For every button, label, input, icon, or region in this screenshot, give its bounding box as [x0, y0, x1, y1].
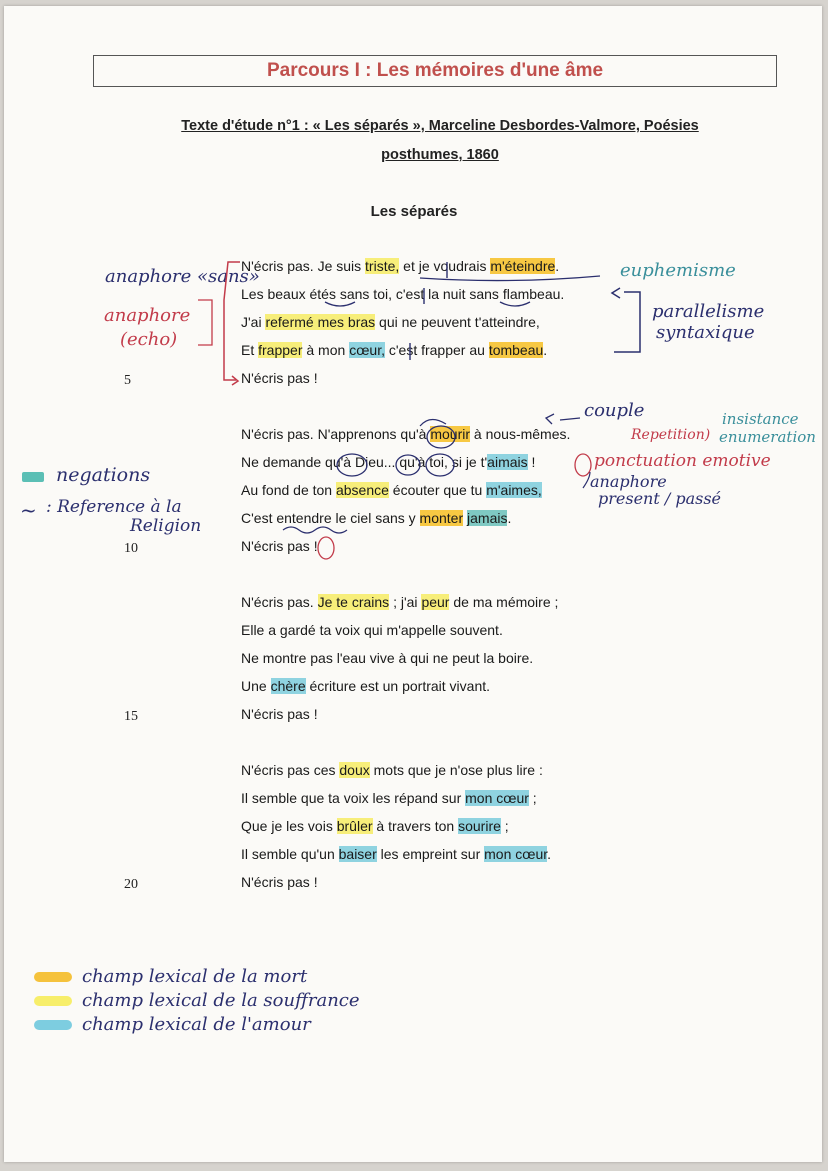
annotation-parallelisme-1: parallelisme [652, 301, 765, 322]
poem-line: J'ai refermé mes bras qui ne peuvent t'atteindre, [241, 314, 540, 330]
poem-line: N'écris pas ! [241, 874, 318, 890]
line-number: 20 [124, 877, 138, 892]
subtitle-line-2: posthumes, 1860 [381, 147, 499, 163]
poem-line: N'écris pas ! [241, 370, 318, 386]
poem-line: Et frapper à mon cœur, c'est frapper au tombeau. [241, 342, 548, 358]
document-page [4, 6, 822, 1162]
legend-label: champ lexical de la mort [82, 966, 308, 987]
poem-line: Ne demande qu'à Dieu... qu'à toi, si je t'aimais ! [241, 454, 536, 470]
poem-line: Il semble qu'un baiser les empreint sur mon cœur. [241, 846, 552, 862]
annotation-parallelisme-2: syntaxique [656, 322, 755, 343]
legend-label: champ lexical de l'amour [82, 1014, 311, 1035]
legend-swatch [34, 996, 72, 1006]
line-number: 5 [124, 373, 131, 388]
tilde-marker: ~ [20, 498, 37, 522]
poem-line: N'écris pas. N'apprenons qu'à mourir à nous-mêmes. [241, 426, 571, 442]
annotation-couple: couple [584, 400, 645, 421]
annotation-negations: negations [56, 464, 151, 486]
negation-marker-swatch [22, 472, 44, 482]
poem-line: Ne montre pas l'eau vive à qui ne peut la boire. [241, 650, 534, 666]
annotation-anaphore-echo-1: anaphore [104, 305, 191, 326]
annotation-anaphore-echo-2: (echo) [120, 329, 178, 350]
annotation-reference-2: Religion [130, 516, 202, 536]
legend-swatch [34, 1020, 72, 1030]
line-number: 15 [124, 709, 138, 724]
poem-line: Elle a gardé ta voix qui m'appelle souvent. [241, 622, 503, 638]
line-number: 10 [124, 541, 138, 556]
poem-line: Une chère écriture est un portrait vivant. [241, 678, 491, 694]
poem-line: Les beaux étés sans toi, c'est la nuit sans flambeau. [241, 286, 565, 302]
poem-line: N'écris pas. Je suis triste, et je voudrais m'éteindre. [241, 258, 560, 274]
poem-line: C'est entendre le ciel sans y monter jamais. [241, 510, 512, 526]
legend-label: champ lexical de la souffrance [82, 990, 360, 1011]
poem-title: Les séparés [370, 203, 458, 220]
annotation-anaphore-2: anaphore [590, 472, 667, 491]
poem-line: N'écris pas ! [241, 706, 318, 722]
poem-line: Il semble que ta voix les répand sur mon cœur ; [241, 790, 537, 806]
subtitle-line-1: Texte d'étude n°1 : « Les séparés », Marceline Desbordes-Valmore, Poésies [181, 118, 699, 134]
annotation-euphemisme: euphemisme [620, 260, 736, 281]
poem-line: N'écris pas. Je te crains ; j'ai peur de ma mémoire ; [241, 594, 559, 610]
annotation-anaphore-sans: anaphore «sans» [105, 266, 260, 287]
page-title: Parcours I : Les mémoires d'une âme [266, 60, 604, 81]
poem-line: N'écris pas ! [241, 538, 318, 554]
poem-line: N'écris pas ces doux mots que je n'ose plus lire : [241, 762, 543, 778]
annotation-enumeration: enumeration [719, 428, 816, 446]
poem-line: Au fond de ton absence écouter que tu m'aimes, [241, 482, 542, 498]
poem-line: Que je les vois brûler à travers ton sourire ; [241, 818, 509, 834]
annotation-insistance: insistance [722, 410, 799, 428]
annotation-ponctuation-emotive: ponctuation emotive [594, 451, 771, 471]
legend-swatch [34, 972, 72, 982]
title-box [93, 55, 777, 87]
annotation-reference-1: : Reference à la [46, 497, 182, 517]
annotation-present-passe: present / passé [598, 489, 722, 508]
annotation-repetition: Repetition) [631, 427, 711, 443]
